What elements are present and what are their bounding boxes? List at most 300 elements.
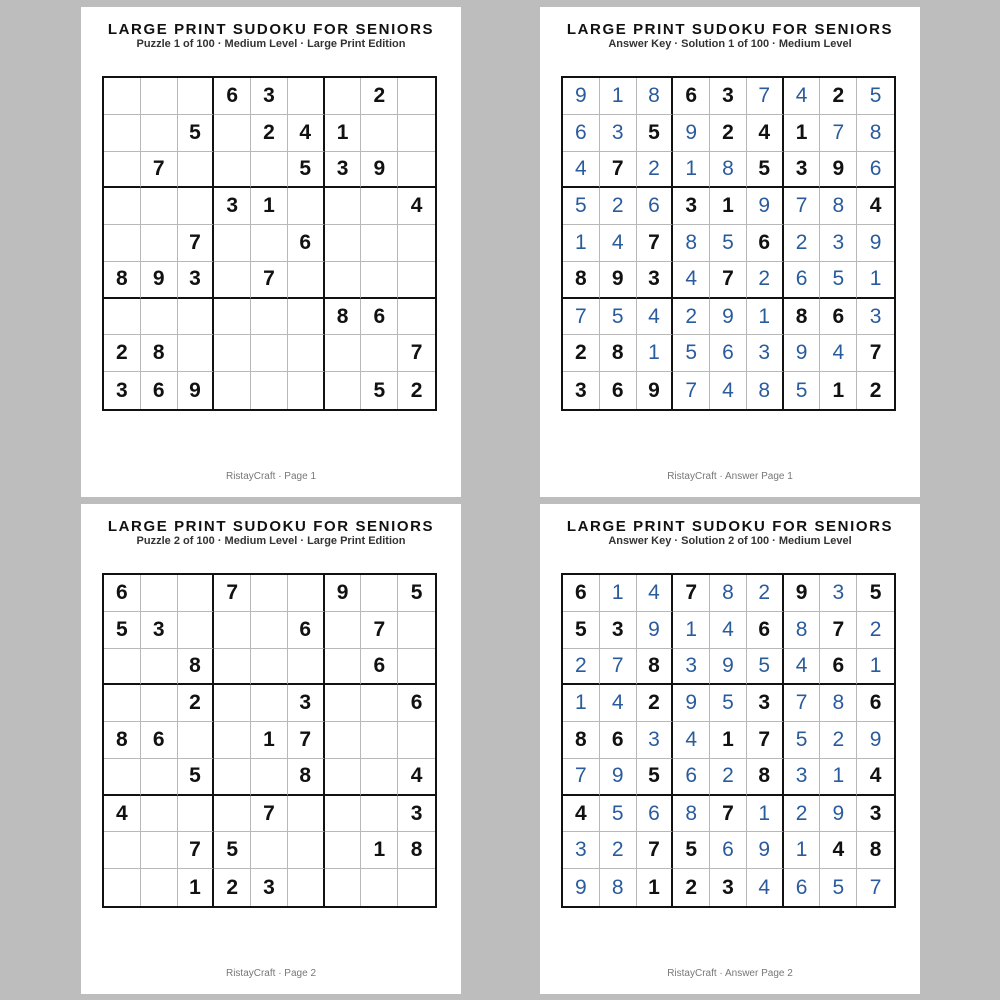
- sudoku-cell: 4: [857, 188, 894, 225]
- sudoku-cell: 1: [673, 152, 710, 189]
- sudoku-cell: 6: [600, 722, 637, 759]
- sudoku-cell: 9: [600, 262, 637, 299]
- sudoku-cell: 1: [857, 649, 894, 686]
- sudoku-cell: [141, 649, 178, 686]
- sudoku-cell: [104, 759, 141, 796]
- sudoku-cell: 7: [710, 262, 747, 299]
- sudoku-cell: 7: [784, 685, 821, 722]
- sudoku-cell: 8: [673, 796, 710, 833]
- sudoku-cell: 5: [747, 649, 784, 686]
- sudoku-cell: [325, 759, 362, 796]
- sudoku-cell: 4: [710, 372, 747, 409]
- page-subtitle: Puzzle 1 of 100 · Medium Level · Large Print Edition: [136, 38, 406, 50]
- sudoku-cell: [398, 115, 435, 152]
- sudoku-cell: 4: [784, 649, 821, 686]
- sudoku-cell: 9: [710, 649, 747, 686]
- sudoku-cell: [104, 685, 141, 722]
- sudoku-cell: 4: [673, 262, 710, 299]
- sudoku-cell: 8: [563, 722, 600, 759]
- sudoku-cell: [325, 649, 362, 686]
- sudoku-cell: 5: [857, 78, 894, 115]
- sudoku-cell: 7: [747, 722, 784, 759]
- page-footer: RistayCraft · Answer Page 2: [667, 968, 793, 979]
- sudoku-cell: [361, 188, 398, 225]
- sudoku-cell: [398, 299, 435, 336]
- sudoku-cell: 7: [600, 649, 637, 686]
- sudoku-cell: [178, 299, 215, 336]
- sudoku-cell: [104, 869, 141, 906]
- sudoku-cell: 4: [398, 188, 435, 225]
- sudoku-cell: 3: [104, 372, 141, 409]
- sudoku-cell: 5: [784, 722, 821, 759]
- sudoku-cell: 8: [600, 335, 637, 372]
- sudoku-cell: 1: [563, 225, 600, 262]
- sudoku-cell: 9: [820, 152, 857, 189]
- sudoku-cell: [325, 188, 362, 225]
- sudoku-cell: 4: [637, 575, 674, 612]
- sudoku-cell: [398, 869, 435, 906]
- sudoku-cell: [325, 372, 362, 409]
- sudoku-cell: 3: [325, 152, 362, 189]
- sudoku-cell: 6: [820, 649, 857, 686]
- sudoku-cell: 3: [784, 152, 821, 189]
- sudoku-cell: [288, 575, 325, 612]
- sudoku-cell: 9: [857, 722, 894, 759]
- sudoku-cell: 1: [710, 722, 747, 759]
- sudoku-cell: 4: [563, 796, 600, 833]
- sudoku-cell: 2: [784, 225, 821, 262]
- sudoku-cell: 6: [361, 649, 398, 686]
- sudoku-cell: [178, 188, 215, 225]
- sudoku-cell: 6: [563, 115, 600, 152]
- sudoku-cell: [214, 335, 251, 372]
- sudoku-cell: 2: [784, 796, 821, 833]
- sudoku-cell: 8: [710, 152, 747, 189]
- sudoku-cell: 8: [747, 759, 784, 796]
- page-subtitle: Answer Key · Solution 1 of 100 · Medium Level: [608, 38, 852, 50]
- sudoku-cell: 5: [214, 832, 251, 869]
- sudoku-cell: [251, 335, 288, 372]
- sudoku-cell: 2: [747, 575, 784, 612]
- sudoku-cell: 4: [600, 225, 637, 262]
- sudoku-cell: 7: [178, 832, 215, 869]
- sudoku-cell: [288, 262, 325, 299]
- sudoku-cell: [141, 832, 178, 869]
- sudoku-cell: 1: [361, 832, 398, 869]
- sudoku-cell: 1: [563, 685, 600, 722]
- sudoku-cell: 6: [104, 575, 141, 612]
- sudoku-cell: 8: [178, 649, 215, 686]
- sudoku-cell: 5: [673, 832, 710, 869]
- sudoku-cell: [178, 575, 215, 612]
- sudoku-cell: 1: [784, 832, 821, 869]
- sudoku-cell: [325, 78, 362, 115]
- page-footer: RistayCraft · Page 2: [225, 968, 317, 979]
- sudoku-cell: 8: [784, 612, 821, 649]
- puzzle-page-2: [81, 504, 461, 994]
- sudoku-cell: [325, 796, 362, 833]
- sudoku-cell: [104, 115, 141, 152]
- sudoku-cell: [361, 575, 398, 612]
- sudoku-cell: [214, 612, 251, 649]
- sudoku-grid: [561, 76, 896, 411]
- sudoku-cell: 7: [600, 152, 637, 189]
- sudoku-cell: [214, 299, 251, 336]
- sudoku-cell: 5: [820, 262, 857, 299]
- sudoku-cell: 6: [361, 299, 398, 336]
- sudoku-cell: [398, 612, 435, 649]
- sudoku-cell: 3: [288, 685, 325, 722]
- sudoku-cell: 3: [637, 262, 674, 299]
- sudoku-cell: 6: [398, 685, 435, 722]
- sudoku-cell: 4: [637, 299, 674, 336]
- sudoku-cell: 1: [600, 575, 637, 612]
- sudoku-cell: [141, 575, 178, 612]
- sudoku-cell: [361, 869, 398, 906]
- sudoku-cell: 9: [563, 869, 600, 906]
- sudoku-cell: 4: [747, 115, 784, 152]
- sudoku-cell: [251, 575, 288, 612]
- sudoku-cell: 7: [869, 875, 882, 899]
- sudoku-cell: 9: [325, 575, 362, 612]
- sudoku-cell: 7: [637, 225, 674, 262]
- sudoku-cell: 2: [673, 869, 710, 906]
- sudoku-cell: [104, 299, 141, 336]
- sudoku-cell: 2: [251, 115, 288, 152]
- sudoku-cell: 5: [104, 612, 141, 649]
- sudoku-cell: 5: [178, 115, 215, 152]
- sudoku-cell: [178, 152, 215, 189]
- sudoku-cell: 3: [710, 869, 747, 906]
- sudoku-cell: 9: [857, 225, 894, 262]
- sudoku-cell: 1: [857, 262, 894, 299]
- sudoku-cell: [178, 612, 215, 649]
- sudoku-cell: [141, 685, 178, 722]
- sudoku-cell: [288, 299, 325, 336]
- sudoku-cell: 2: [600, 832, 637, 869]
- sudoku-cell: 9: [747, 188, 784, 225]
- sudoku-cell: 6: [784, 869, 821, 906]
- sudoku-cell: [104, 649, 141, 686]
- sudoku-cell: 3: [563, 832, 600, 869]
- sudoku-cell: 3: [784, 759, 821, 796]
- sudoku-cell: [251, 685, 288, 722]
- sudoku-cell: 5: [637, 759, 674, 796]
- sudoku-cell: [141, 225, 178, 262]
- sudoku-cell: 3: [857, 796, 894, 833]
- page-footer: RistayCraft · Answer Page 1: [667, 471, 793, 482]
- sudoku-cell: 8: [820, 188, 857, 225]
- sudoku-cell: 6: [600, 372, 637, 409]
- sudoku-cell: 2: [710, 759, 747, 796]
- sudoku-cell: [288, 796, 325, 833]
- sudoku-cell: [288, 372, 325, 409]
- sudoku-cell: 1: [325, 115, 362, 152]
- sudoku-cell: 3: [857, 299, 894, 336]
- sudoku-cell: 3: [398, 796, 435, 833]
- sudoku-cell: 5: [178, 759, 215, 796]
- sudoku-cell: [178, 78, 215, 115]
- sudoku-cell: 8: [104, 722, 141, 759]
- sudoku-cell: 7: [637, 832, 674, 869]
- sudoku-cell: 8: [784, 299, 821, 336]
- sudoku-cell: 9: [784, 335, 821, 372]
- sudoku-cell: 2: [747, 262, 784, 299]
- sudoku-cell: 5: [361, 372, 398, 409]
- sudoku-cell: 3: [600, 115, 637, 152]
- page-title: LARGE PRINT SUDOKU FOR SENIORS: [107, 21, 435, 38]
- sudoku-cell: 5: [563, 612, 600, 649]
- sudoku-cell: 2: [563, 649, 600, 686]
- sudoku-cell: [214, 649, 251, 686]
- sudoku-cell: [288, 78, 325, 115]
- sudoku-cell: 7: [563, 759, 600, 796]
- sudoku-cell: [214, 262, 251, 299]
- sudoku-cell: 4: [820, 832, 857, 869]
- sudoku-cell: 9: [563, 78, 600, 115]
- sudoku-cell: 4: [600, 685, 637, 722]
- sudoku-cell: 6: [710, 335, 747, 372]
- sudoku-cell: 3: [747, 685, 784, 722]
- sudoku-cell: 6: [141, 722, 178, 759]
- page-title: LARGE PRINT SUDOKU FOR SENIORS: [566, 518, 894, 535]
- sudoku-cell: 4: [288, 115, 325, 152]
- sudoku-cell: 2: [857, 612, 894, 649]
- sudoku-cell: 6: [288, 612, 325, 649]
- sudoku-cell: [214, 115, 251, 152]
- sudoku-cell: [288, 649, 325, 686]
- sudoku-cell: [214, 225, 251, 262]
- sudoku-cell: [141, 869, 178, 906]
- sudoku-cell: 8: [857, 115, 894, 152]
- sudoku-cell: 7: [288, 722, 325, 759]
- sudoku-cell: [178, 796, 215, 833]
- sudoku-cell: [288, 869, 325, 906]
- sudoku-cell: 9: [820, 796, 857, 833]
- sudoku-cell: 6: [857, 685, 894, 722]
- sudoku-cell: 4: [673, 722, 710, 759]
- sudoku-cell: [141, 299, 178, 336]
- sudoku-cell: 5: [637, 115, 674, 152]
- sudoku-cell: 3: [747, 335, 784, 372]
- sudoku-cell: [104, 832, 141, 869]
- sudoku-cell: 5: [784, 372, 821, 409]
- sudoku-cell: 8: [563, 262, 600, 299]
- sudoku-cell: 1: [747, 299, 784, 336]
- sudoku-cell: 8: [325, 299, 362, 336]
- sudoku-cell: [141, 759, 178, 796]
- sudoku-cell: [398, 722, 435, 759]
- sudoku-cell: [398, 152, 435, 189]
- sudoku-cell: 5: [857, 575, 894, 612]
- sudoku-cell: 3: [251, 78, 288, 115]
- sudoku-grid: [102, 573, 437, 908]
- sudoku-cell: [361, 262, 398, 299]
- sudoku-cell: 3: [141, 612, 178, 649]
- sudoku-cell: 7: [361, 612, 398, 649]
- sudoku-cell: [325, 685, 362, 722]
- sudoku-cell: [104, 225, 141, 262]
- sudoku-cell: 8: [637, 649, 674, 686]
- sudoku-cell: 2: [637, 685, 674, 722]
- sudoku-cell: [361, 759, 398, 796]
- sudoku-cell: 8: [141, 335, 178, 372]
- sudoku-cell: 5: [673, 335, 710, 372]
- sudoku-cell: [251, 225, 288, 262]
- sudoku-cell: [288, 832, 325, 869]
- sudoku-cell: 4: [104, 796, 141, 833]
- sudoku-cell: 7: [820, 612, 857, 649]
- sudoku-cell: [214, 685, 251, 722]
- sudoku-cell: 8: [857, 832, 894, 869]
- puzzle-page-1: [81, 7, 461, 497]
- sudoku-cell: [141, 796, 178, 833]
- sudoku-cell: [325, 225, 362, 262]
- sudoku-cell: 8: [820, 685, 857, 722]
- sudoku-cell: 3: [710, 78, 747, 115]
- sudoku-cell: 1: [747, 796, 784, 833]
- sudoku-cell: [214, 759, 251, 796]
- sudoku-cell: 7: [251, 796, 288, 833]
- sudoku-cell: 2: [104, 335, 141, 372]
- sudoku-cell: 5: [563, 188, 600, 225]
- answer-page-1: [540, 7, 920, 497]
- sudoku-cell: 8: [288, 759, 325, 796]
- page-subtitle: Puzzle 2 of 100 · Medium Level · Large Print Edition: [136, 535, 406, 547]
- sudoku-cell: [361, 796, 398, 833]
- sudoku-cell: 7: [673, 372, 710, 409]
- sudoku-cell: 6: [784, 262, 821, 299]
- sudoku-cell: 6: [214, 78, 251, 115]
- sudoku-cell: 2: [673, 299, 710, 336]
- sudoku-cell: [141, 115, 178, 152]
- sudoku-cell: 6: [563, 575, 600, 612]
- sudoku-cell: [361, 115, 398, 152]
- sudoku-cell: 2: [214, 869, 251, 906]
- sudoku-grid: [102, 76, 437, 411]
- sudoku-cell: 2: [710, 115, 747, 152]
- sudoku-cell: 8: [710, 575, 747, 612]
- sudoku-cell: 8: [104, 262, 141, 299]
- sudoku-cell: 1: [251, 722, 288, 759]
- sudoku-cell: 8: [600, 869, 637, 906]
- sudoku-cell: 4: [747, 869, 784, 906]
- sudoku-cell: [251, 832, 288, 869]
- sudoku-cell: 1: [710, 188, 747, 225]
- sudoku-cell: 6: [141, 372, 178, 409]
- sudoku-cell: [325, 335, 362, 372]
- sudoku-cell: 2: [410, 378, 423, 402]
- sudoku-cell: 8: [673, 225, 710, 262]
- sudoku-cell: 3: [673, 649, 710, 686]
- sudoku-cell: 9: [361, 152, 398, 189]
- sudoku-cell: 3: [214, 188, 251, 225]
- sudoku-cell: 9: [747, 832, 784, 869]
- sudoku-cell: 6: [673, 759, 710, 796]
- sudoku-cell: 5: [710, 685, 747, 722]
- sudoku-cell: [141, 188, 178, 225]
- sudoku-cell: [251, 612, 288, 649]
- sudoku-cell: [251, 759, 288, 796]
- sudoku-cell: 9: [673, 115, 710, 152]
- sudoku-cell: 2: [820, 78, 857, 115]
- sudoku-cell: 7: [673, 575, 710, 612]
- sudoku-cell: 7: [178, 225, 215, 262]
- page-subtitle: Answer Key · Solution 2 of 100 · Medium Level: [608, 535, 852, 547]
- sudoku-cell: 3: [820, 575, 857, 612]
- sudoku-cell: 5: [600, 299, 637, 336]
- sudoku-cell: 4: [784, 78, 821, 115]
- sudoku-cell: 7: [563, 299, 600, 336]
- sudoku-cell: 7: [747, 78, 784, 115]
- sudoku-cell: [398, 225, 435, 262]
- sudoku-cell: [178, 335, 215, 372]
- sudoku-cell: 5: [398, 575, 435, 612]
- sudoku-cell: 1: [178, 869, 215, 906]
- sudoku-cell: 4: [398, 759, 435, 796]
- sudoku-cell: [104, 152, 141, 189]
- sudoku-cell: [361, 685, 398, 722]
- sudoku-cell: [325, 262, 362, 299]
- sudoku-cell: [325, 869, 362, 906]
- sudoku-cell: 1: [637, 869, 674, 906]
- sudoku-cell: [214, 722, 251, 759]
- sudoku-cell: 3: [600, 612, 637, 649]
- sudoku-cell: 7: [857, 335, 894, 372]
- sudoku-cell: 6: [710, 832, 747, 869]
- sudoku-cell: [214, 152, 251, 189]
- sudoku-cell: 5: [820, 869, 857, 906]
- sudoku-cell: 3: [178, 262, 215, 299]
- sudoku-cell: 5: [288, 152, 325, 189]
- sudoku-cell: 4: [820, 335, 857, 372]
- page-title: LARGE PRINT SUDOKU FOR SENIORS: [566, 21, 894, 38]
- sudoku-cell: 1: [673, 612, 710, 649]
- sudoku-cell: 6: [288, 225, 325, 262]
- sudoku-cell: [288, 188, 325, 225]
- sudoku-cell: [398, 78, 435, 115]
- sudoku-cell: [251, 299, 288, 336]
- sudoku-cell: 8: [398, 832, 435, 869]
- sudoku-cell: 1: [637, 335, 674, 372]
- sudoku-cell: 6: [637, 796, 674, 833]
- sudoku-cell: 3: [637, 722, 674, 759]
- sudoku-cell: 5: [710, 225, 747, 262]
- sudoku-cell: 7: [141, 152, 178, 189]
- sudoku-cell: 7: [710, 796, 747, 833]
- sudoku-cell: 5: [747, 152, 784, 189]
- sudoku-cell: 1: [820, 372, 857, 409]
- sudoku-cell: [361, 225, 398, 262]
- sudoku-cell: [251, 372, 288, 409]
- sudoku-cell: 1: [820, 759, 857, 796]
- sudoku-cell: 3: [673, 188, 710, 225]
- sudoku-cell: [104, 78, 141, 115]
- sudoku-cell: 9: [178, 372, 215, 409]
- sudoku-cell: 8: [637, 78, 674, 115]
- sudoku-cell: 9: [637, 612, 674, 649]
- sudoku-cell: 3: [563, 372, 600, 409]
- sudoku-cell: [325, 722, 362, 759]
- sudoku-cell: [214, 796, 251, 833]
- sudoku-cell: 6: [637, 188, 674, 225]
- sudoku-cell: 1: [251, 188, 288, 225]
- sudoku-cell: [178, 722, 215, 759]
- sudoku-cell: 6: [747, 612, 784, 649]
- sudoku-cell: 2: [361, 78, 398, 115]
- sudoku-cell: [214, 372, 251, 409]
- sudoku-cell: 6: [747, 225, 784, 262]
